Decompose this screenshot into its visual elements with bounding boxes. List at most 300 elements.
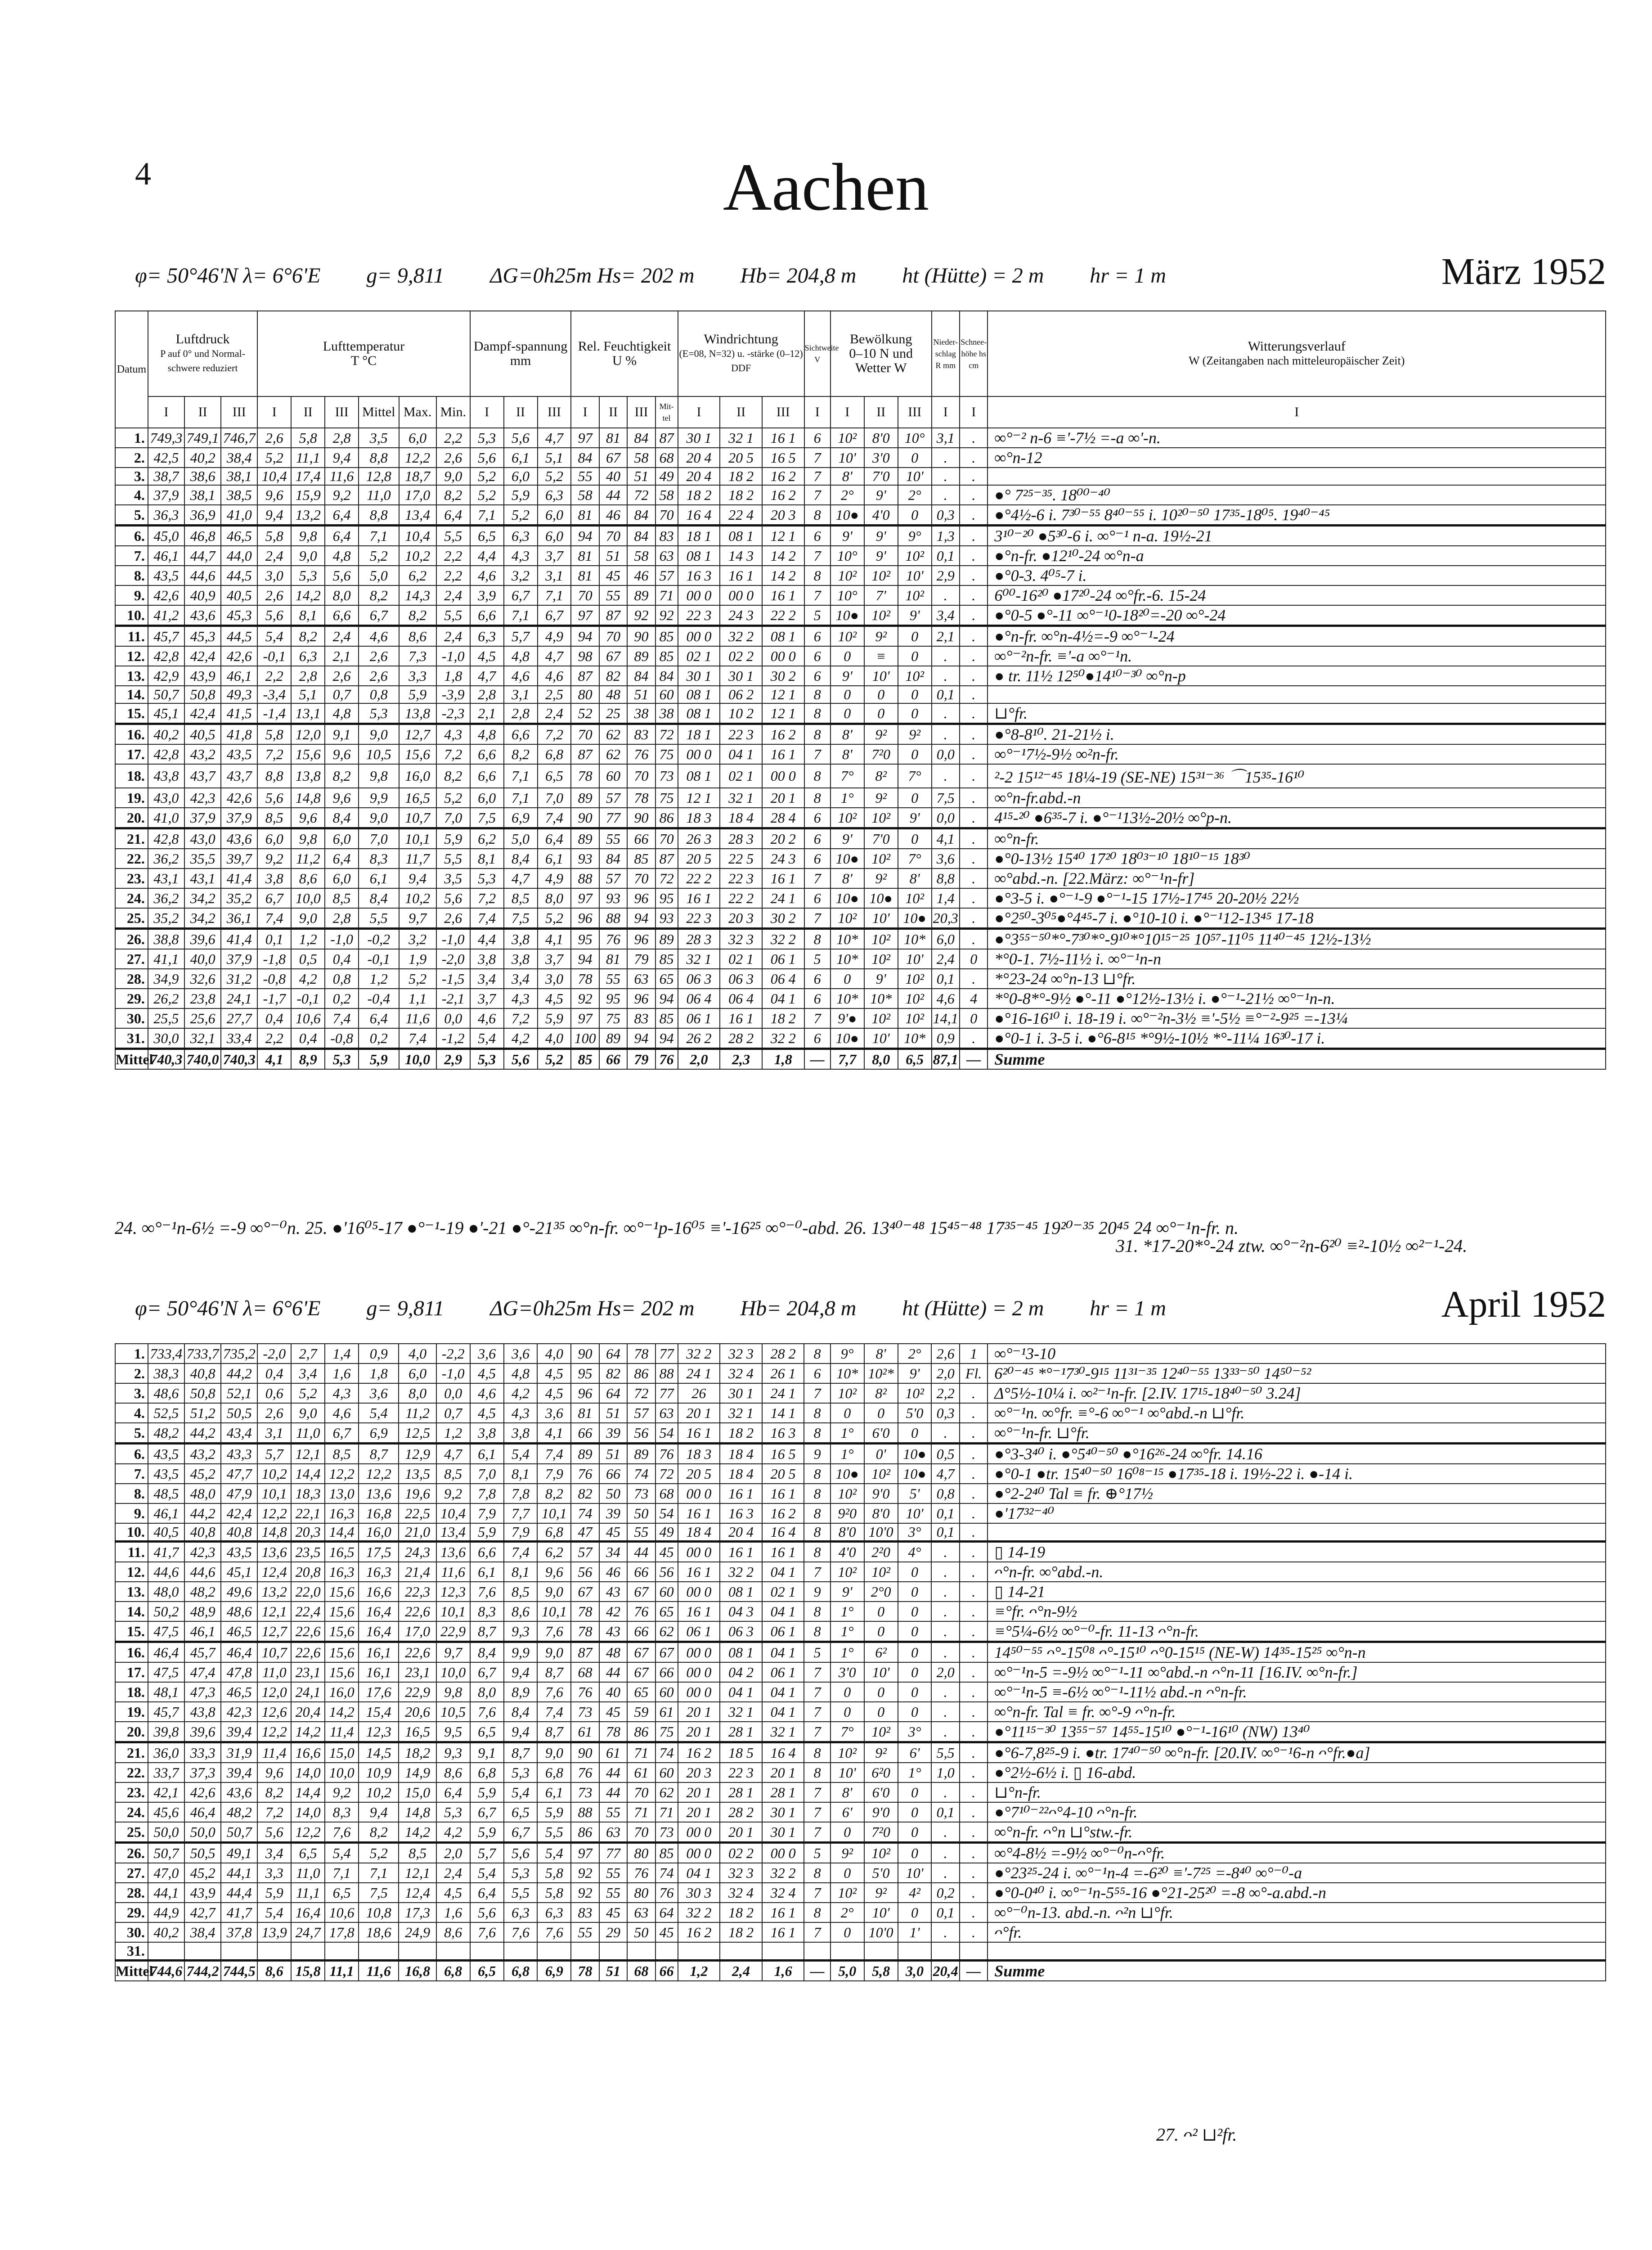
cell-temperature: 7,2 bbox=[436, 744, 470, 764]
cell-humidity: 46 bbox=[599, 505, 627, 526]
cell-humidity: 94 bbox=[571, 526, 599, 546]
cell-cloud: 0 bbox=[864, 703, 898, 724]
cell-pressure: 37,9 bbox=[148, 485, 184, 505]
cell-weather-course: ●°n-fr. ∞°n-4½=-9 ∞°⁻¹-24 bbox=[988, 626, 1606, 647]
cell-humidity: 57 bbox=[599, 788, 627, 808]
cell-temperature: 12,2 bbox=[359, 1464, 399, 1484]
cell-wind: 2,4 bbox=[720, 1961, 762, 1981]
cell-cloud: 10' bbox=[864, 1903, 898, 1922]
cell-temperature: 8,8 bbox=[359, 505, 399, 526]
cell-temperature: 5,2 bbox=[399, 969, 436, 989]
cell-temperature: 4,3 bbox=[436, 724, 470, 745]
cell-temperature: 15,9 bbox=[291, 485, 325, 505]
cell-snow: . bbox=[960, 1484, 988, 1503]
cell-pressure: 43,8 bbox=[148, 764, 184, 788]
cell-wind: 22 2 bbox=[678, 868, 720, 888]
cell-temperature: 6,7 bbox=[325, 1423, 359, 1444]
table-row bbox=[115, 1782, 1606, 1802]
cell-cloud: 0 bbox=[830, 686, 864, 703]
cell-vapour: 6,6 bbox=[470, 605, 504, 626]
cell-vapour: 6,6 bbox=[470, 744, 504, 764]
april-header-line bbox=[135, 1278, 1606, 1328]
cell-humidity: 63 bbox=[627, 1903, 655, 1922]
cell-pressure: 36,9 bbox=[184, 505, 221, 526]
cell-date: 29. bbox=[115, 989, 148, 1008]
cell-temperature: 6,8 bbox=[436, 1961, 470, 1981]
cell-cloud: 5,0 bbox=[830, 1961, 864, 1981]
cell-temperature: 7,2 bbox=[257, 744, 291, 764]
cell-visibility: 7 bbox=[804, 485, 830, 505]
table-row bbox=[115, 1008, 1606, 1028]
cell-cloud: 2° bbox=[830, 485, 864, 505]
th-bew-sub: 0–10 N und Wetter W bbox=[849, 346, 913, 375]
cell-date: 31. bbox=[115, 1942, 148, 1961]
cell-pressure: 26,2 bbox=[148, 989, 184, 1008]
cell-humidity: 51 bbox=[599, 1961, 627, 1981]
cell-cloud: 0 bbox=[830, 969, 864, 989]
cell-wind: 2,3 bbox=[720, 1049, 762, 1070]
cell-wind: 08 1 bbox=[720, 526, 762, 546]
cell-date: 24. bbox=[115, 1802, 148, 1822]
cell-vapour: 6,6 bbox=[504, 724, 538, 745]
cell-visibility: 7 bbox=[804, 1662, 830, 1682]
cell-precip: 2,4 bbox=[932, 949, 960, 969]
cell-vapour: 4,6 bbox=[538, 666, 571, 686]
cell-temperature: 15,6 bbox=[399, 744, 436, 764]
cell-cloud: 0 bbox=[898, 828, 932, 849]
cell-wind: 22 2 bbox=[720, 888, 762, 908]
table-row bbox=[115, 566, 1606, 585]
cell-snow: . bbox=[960, 788, 988, 808]
cell-humidity: 44 bbox=[599, 1782, 627, 1802]
cell-snow: . bbox=[960, 1383, 988, 1403]
cell-temperature: 9,0 bbox=[291, 908, 325, 929]
cell-vapour: 6,1 bbox=[504, 448, 538, 468]
cell-pressure: 44,6 bbox=[184, 566, 221, 585]
cell-cloud: 0 bbox=[898, 1642, 932, 1663]
cell-cloud: 8' bbox=[830, 744, 864, 764]
cell-wind: 14 2 bbox=[762, 566, 804, 585]
cell-temperature: 22,1 bbox=[291, 1503, 325, 1523]
cell-wind: 20 1 bbox=[762, 1763, 804, 1782]
cell-cloud: 10' bbox=[830, 448, 864, 468]
cell-snow: . bbox=[960, 566, 988, 585]
cell-wind: 30 2 bbox=[762, 666, 804, 686]
cell-humidity: 58 bbox=[627, 448, 655, 468]
cell-temperature: 8,5 bbox=[257, 808, 291, 828]
cell-temperature: 8,0 bbox=[399, 1383, 436, 1403]
cell-temperature: 15,6 bbox=[325, 1582, 359, 1602]
cell-precip: . bbox=[931, 1702, 959, 1722]
cell-wind: 24 1 bbox=[762, 1383, 804, 1403]
cell-vapour: 7,4 bbox=[538, 808, 571, 828]
cell-temperature: 20,3 bbox=[291, 1523, 325, 1542]
cell-vapour: 2,8 bbox=[470, 686, 504, 703]
cell-visibility: 6 bbox=[804, 428, 830, 448]
cell-temperature: 2,6 bbox=[257, 1403, 291, 1423]
cell-vapour: 6,8 bbox=[537, 1763, 571, 1782]
cell-humidity: 94 bbox=[571, 949, 599, 969]
cell-date: 28. bbox=[115, 969, 148, 989]
cell-humidity: 51 bbox=[627, 468, 655, 485]
cell-visibility: 5 bbox=[804, 949, 830, 969]
cell-humidity: 61 bbox=[655, 1702, 678, 1722]
cell-temperature: 9,7 bbox=[436, 1642, 470, 1663]
cell-date: 30. bbox=[115, 1008, 148, 1028]
cell-weather-course: ⊔°n-fr. bbox=[988, 1782, 1606, 1802]
cell-humidity: 90 bbox=[627, 626, 655, 647]
cell-vapour: 5,3 bbox=[504, 1763, 538, 1782]
cell-precip: . bbox=[931, 1843, 959, 1863]
cell-visibility: 7 bbox=[804, 585, 830, 605]
cell-humidity: 90 bbox=[571, 1344, 599, 1364]
cell-temperature: 8,6 bbox=[257, 1961, 291, 1981]
cell-vapour: 4,7 bbox=[538, 646, 571, 666]
cell-pressure: 40,8 bbox=[221, 1523, 257, 1542]
cell-pressure: 43,2 bbox=[184, 744, 221, 764]
cell-humidity: 70 bbox=[627, 1822, 655, 1843]
cell-visibility: 8 bbox=[804, 1423, 830, 1444]
cell-humidity: 70 bbox=[627, 868, 655, 888]
cell-wind: 16 2 bbox=[678, 1742, 720, 1763]
cell-vapour: 8,5 bbox=[504, 1582, 538, 1602]
cell-pressure: 38,3 bbox=[148, 1364, 184, 1383]
cell-humidity: 46 bbox=[627, 566, 655, 585]
cell-cloud: 10● bbox=[830, 505, 864, 526]
cell-humidity: 88 bbox=[571, 868, 599, 888]
cell-temperature: 12,7 bbox=[399, 724, 436, 745]
cell-cloud: 9' bbox=[864, 485, 898, 505]
cell-snow: . bbox=[960, 828, 988, 849]
cell-pressure: 34,9 bbox=[148, 969, 184, 989]
cell-pressure: 47,9 bbox=[221, 1484, 257, 1503]
cell-visibility: 7 bbox=[804, 744, 830, 764]
cell-vapour: 10,1 bbox=[537, 1503, 571, 1523]
cell-humidity: 76 bbox=[655, 1883, 678, 1903]
cell-cloud: 10' bbox=[864, 666, 898, 686]
cell-wind: 14 1 bbox=[762, 1403, 804, 1423]
cell-visibility: 9 bbox=[804, 1444, 830, 1464]
table-row bbox=[115, 1423, 1606, 1444]
cell-cloud: 0 bbox=[898, 1602, 932, 1621]
cell-weather-course: ● tr. 11½ 12⁵⁰●14¹⁰⁻³⁰ ∞°n-p bbox=[988, 666, 1606, 686]
cell-vapour: 9,0 bbox=[537, 1642, 571, 1663]
cell-wind bbox=[762, 1942, 804, 1961]
cell-precip: . bbox=[931, 1863, 959, 1883]
cell-humidity: 88 bbox=[599, 908, 627, 929]
table-row bbox=[115, 849, 1606, 868]
cell-temperature: 2,4 bbox=[325, 626, 359, 647]
cell-pressure: 50,7 bbox=[148, 686, 184, 703]
cell-cloud: 0 bbox=[864, 1682, 898, 1702]
cell-pressure: 46,1 bbox=[148, 1503, 184, 1523]
cell-vapour: 6,2 bbox=[470, 828, 504, 849]
cell-weather-course: ▯ 14-19 bbox=[988, 1542, 1606, 1562]
cell-temperature: 5,4 bbox=[359, 1403, 399, 1423]
cell-vapour: 4,1 bbox=[538, 929, 571, 950]
cell-vapour: 4,2 bbox=[504, 1028, 538, 1049]
cell-weather-course: Summe bbox=[988, 1961, 1606, 1981]
cell-precip: 14,1 bbox=[932, 1008, 960, 1028]
cell-temperature: 15,0 bbox=[399, 1782, 436, 1802]
cell-wind: 04 1 bbox=[678, 1863, 720, 1883]
cell-pressure: 48,6 bbox=[221, 1602, 257, 1621]
cell-cloud: 10² bbox=[830, 808, 864, 828]
cell-wind: 18 1 bbox=[678, 724, 720, 745]
cell-cloud: 10² bbox=[898, 666, 932, 686]
cell-temperature: 5,1 bbox=[291, 686, 325, 703]
cell-humidity: 43 bbox=[599, 1582, 627, 1602]
cell-temperature: 17,5 bbox=[359, 1542, 399, 1562]
cell-temperature: 2,4 bbox=[436, 585, 470, 605]
cell-visibility: 8 bbox=[804, 1903, 830, 1922]
cell-vapour: 8,4 bbox=[504, 849, 538, 868]
cell-pressure: 43,5 bbox=[221, 744, 257, 764]
th-sub-8: Min. bbox=[436, 396, 470, 428]
th-sub-23: I bbox=[932, 396, 960, 428]
th-sub-24: I bbox=[960, 396, 988, 428]
cell-cloud: 10² bbox=[830, 1883, 864, 1903]
cell-humidity: 94 bbox=[627, 1028, 655, 1049]
cell-vapour: 8,3 bbox=[470, 1602, 504, 1621]
cell-temperature: 8,2 bbox=[291, 626, 325, 647]
cell-wind: 30 1 bbox=[678, 428, 720, 448]
cell-temperature: 9,7 bbox=[399, 908, 436, 929]
cell-date: 5. bbox=[115, 505, 148, 526]
cell-pressure: 50,7 bbox=[221, 1822, 257, 1843]
cell-vapour: 5,6 bbox=[504, 1843, 538, 1863]
th-schnee: Schnee-höhe hs cm bbox=[960, 311, 988, 396]
table-row bbox=[115, 1582, 1606, 1602]
cell-pressure: 38,1 bbox=[184, 485, 221, 505]
cell-snow: 1 bbox=[960, 1344, 988, 1364]
cell-wind: 16 4 bbox=[678, 505, 720, 526]
cell-cloud: 9² bbox=[830, 1843, 864, 1863]
cell-temperature: 15,6 bbox=[325, 1642, 359, 1663]
cell-humidity: 75 bbox=[655, 744, 678, 764]
table-row bbox=[115, 1682, 1606, 1702]
cell-vapour: 6,4 bbox=[538, 828, 571, 849]
cell-cloud: 10* bbox=[898, 929, 932, 950]
cell-wind: 32 1 bbox=[720, 428, 762, 448]
cell-vapour: 6,7 bbox=[504, 1822, 538, 1843]
cell-temperature: 2,1 bbox=[325, 646, 359, 666]
cell-pressure: 48,2 bbox=[221, 1802, 257, 1822]
cell-pressure: 38,6 bbox=[184, 468, 221, 485]
cell-vapour: 4,2 bbox=[504, 1383, 538, 1403]
cell-temperature: 13,6 bbox=[436, 1542, 470, 1562]
cell-cloud: 10° bbox=[830, 546, 864, 566]
cell-temperature: 2,8 bbox=[325, 428, 359, 448]
cell-temperature: 8,6 bbox=[291, 868, 325, 888]
cell-vapour: 4,0 bbox=[538, 1028, 571, 1049]
th-sub-4: II bbox=[291, 396, 325, 428]
cell-humidity: 72 bbox=[655, 1464, 678, 1484]
cell-date: 24. bbox=[115, 888, 148, 908]
cell-cloud: 10' bbox=[864, 1028, 898, 1049]
cell-date: 31. bbox=[115, 1028, 148, 1049]
cell-pressure: 48,2 bbox=[184, 1582, 221, 1602]
table-row bbox=[115, 526, 1606, 546]
cell-temperature: 15,6 bbox=[325, 1662, 359, 1682]
cell-pressure: 45,3 bbox=[184, 626, 221, 647]
april-month-title: April 1952 bbox=[1441, 1283, 1606, 1325]
cell-wind: 16 2 bbox=[762, 485, 804, 505]
cell-vapour: 3,6 bbox=[470, 1344, 504, 1364]
cell-snow: . bbox=[960, 744, 988, 764]
cell-precip: 3,4 bbox=[932, 605, 960, 626]
cell-humidity: 67 bbox=[655, 1642, 678, 1663]
cell-pressure: 42,6 bbox=[221, 646, 257, 666]
cell-pressure: 733,4 bbox=[148, 1344, 184, 1364]
cell-wind: 22 3 bbox=[678, 605, 720, 626]
cell-temperature: 0,4 bbox=[291, 1028, 325, 1049]
cell-temperature: 6,5 bbox=[291, 1843, 325, 1863]
cell-precip: 0,1 bbox=[932, 969, 960, 989]
cell-wind: 18 2 bbox=[762, 1008, 804, 1028]
cell-humidity: 95 bbox=[655, 888, 678, 908]
cell-vapour: 8,0 bbox=[470, 1682, 504, 1702]
cell-pressure: 41,2 bbox=[148, 605, 184, 626]
cell-vapour: 7,9 bbox=[470, 1503, 504, 1523]
cell-temperature: -1,4 bbox=[257, 703, 291, 724]
cell-precip: 0,5 bbox=[931, 1444, 959, 1464]
cell-wind: 20 1 bbox=[678, 1782, 720, 1802]
cell-precip: . bbox=[931, 1542, 959, 1562]
cell-pressure: 38,7 bbox=[148, 468, 184, 485]
cell-temperature: 11,2 bbox=[399, 1403, 436, 1423]
cell-vapour: 6,8 bbox=[538, 744, 571, 764]
cell-pressure: 44,4 bbox=[221, 1883, 257, 1903]
cell-wind: 08 1 bbox=[720, 1582, 762, 1602]
cell-humidity: 78 bbox=[571, 1621, 599, 1642]
cell-cloud: 0 bbox=[830, 1403, 864, 1423]
cell-vapour: 7,4 bbox=[537, 1702, 571, 1722]
cell-humidity: 94 bbox=[655, 989, 678, 1008]
param-coords: φ= 50°46'N λ= 6°6'E bbox=[135, 1296, 321, 1320]
cell-humidity: 74 bbox=[655, 1863, 678, 1883]
cell-cloud: 9° bbox=[898, 526, 932, 546]
cell-cloud: 2²0 bbox=[864, 1542, 898, 1562]
cell-wind: 18 1 bbox=[678, 526, 720, 546]
cell-temperature: 2,8 bbox=[291, 666, 325, 686]
cell-pressure: 40,9 bbox=[184, 585, 221, 605]
cell-temperature: 11,2 bbox=[291, 849, 325, 868]
cell-vapour: 7,2 bbox=[504, 1008, 538, 1028]
cell-temperature: 23,1 bbox=[291, 1662, 325, 1682]
table-row bbox=[115, 828, 1606, 849]
cell-temperature: 2,6 bbox=[436, 908, 470, 929]
cell-visibility: — bbox=[804, 1049, 830, 1070]
cell-temperature: 18,3 bbox=[291, 1484, 325, 1503]
cell-pressure: 45,2 bbox=[184, 1863, 221, 1883]
cell-pressure: 43,0 bbox=[148, 788, 184, 808]
cell-cloud: 7²0 bbox=[864, 1822, 898, 1843]
cell-visibility: 8 bbox=[804, 703, 830, 724]
cell-pressure: 44,2 bbox=[184, 1503, 221, 1523]
cell-vapour: 6,8 bbox=[470, 1763, 504, 1782]
cell-vapour: 7,5 bbox=[470, 808, 504, 828]
th-wind bbox=[678, 311, 804, 396]
cell-vapour: 2,1 bbox=[470, 703, 504, 724]
table-row bbox=[115, 1028, 1606, 1049]
cell-temperature: 11,1 bbox=[291, 1883, 325, 1903]
table-row bbox=[115, 505, 1606, 526]
cell-temperature: 17,0 bbox=[399, 1621, 436, 1642]
cell-cloud: 10²* bbox=[864, 1364, 898, 1383]
cell-temperature: 14,8 bbox=[257, 1523, 291, 1542]
cell-humidity: 56 bbox=[627, 1423, 655, 1444]
cell-vapour: 6,5 bbox=[504, 1802, 538, 1822]
cell-temperature: 16,3 bbox=[359, 1562, 399, 1582]
cell-humidity: 70 bbox=[599, 626, 627, 647]
cell-humidity: 55 bbox=[599, 585, 627, 605]
cell-temperature: 12,2 bbox=[325, 1464, 359, 1484]
cell-visibility: 8 bbox=[804, 1602, 830, 1621]
cell-date: 17. bbox=[115, 744, 148, 764]
cell-weather-course: ●° 7²⁵⁻³⁵. 18⁰⁰⁻⁴⁰ bbox=[988, 485, 1606, 505]
cell-pressure: 37,8 bbox=[221, 1922, 257, 1942]
cell-temperature: 5,3 bbox=[325, 1049, 359, 1070]
cell-vapour: 6,5 bbox=[470, 526, 504, 546]
cell-vapour: 8,0 bbox=[538, 888, 571, 908]
cell-temperature: -0,1 bbox=[359, 949, 399, 969]
cell-cloud: 10² bbox=[864, 808, 898, 828]
table-row bbox=[115, 1444, 1606, 1464]
cell-wind: 04 1 bbox=[762, 989, 804, 1008]
cell-cloud: 10² bbox=[830, 1383, 864, 1403]
cell-pressure: 42,4 bbox=[221, 1503, 257, 1523]
cell-temperature: 8,3 bbox=[359, 849, 399, 868]
table-row bbox=[115, 1049, 1606, 1070]
cell-humidity: 86 bbox=[627, 1364, 655, 1383]
table-row bbox=[115, 1883, 1606, 1903]
table-row bbox=[115, 1503, 1606, 1523]
cell-wind: 22 5 bbox=[720, 849, 762, 868]
cell-date: 21. bbox=[115, 1742, 148, 1763]
th-lufttemp bbox=[257, 311, 470, 396]
cell-temperature: 14,8 bbox=[399, 1802, 436, 1822]
cell-humidity: 65 bbox=[655, 969, 678, 989]
cell-vapour: 3,7 bbox=[538, 546, 571, 566]
cell-precip: 87,1 bbox=[932, 1049, 960, 1070]
cell-wind: 00 0 bbox=[678, 1662, 720, 1682]
cell-temperature: 11,7 bbox=[399, 849, 436, 868]
cell-temperature: 6,0 bbox=[399, 1364, 436, 1383]
cell-date: 19. bbox=[115, 788, 148, 808]
cell-precip: 20,3 bbox=[932, 908, 960, 929]
cell-temperature: 0,5 bbox=[291, 949, 325, 969]
cell-temperature: -0,4 bbox=[359, 989, 399, 1008]
cell-temperature: 8,5 bbox=[436, 1464, 470, 1484]
cell-temperature: 6,4 bbox=[436, 1782, 470, 1802]
cell-visibility: 9 bbox=[804, 1582, 830, 1602]
cell-temperature: 1,2 bbox=[436, 1423, 470, 1444]
cell-humidity: 55 bbox=[599, 828, 627, 849]
cell-humidity: 56 bbox=[655, 1562, 678, 1582]
cell-pressure: 39,7 bbox=[221, 849, 257, 868]
cell-temperature: 14,2 bbox=[399, 1822, 436, 1843]
cell-cloud: 0 bbox=[898, 646, 932, 666]
cell-cloud: 0 bbox=[830, 646, 864, 666]
cell-cloud: 10'0 bbox=[864, 1922, 898, 1942]
cell-humidity: 58 bbox=[655, 485, 678, 505]
cell-cloud: 10° bbox=[830, 585, 864, 605]
cell-humidity: 51 bbox=[599, 1403, 627, 1423]
cell-wind: 00 0 bbox=[678, 626, 720, 647]
cell-precip: . bbox=[931, 1722, 959, 1742]
cell-cloud: 10' bbox=[830, 1763, 864, 1782]
